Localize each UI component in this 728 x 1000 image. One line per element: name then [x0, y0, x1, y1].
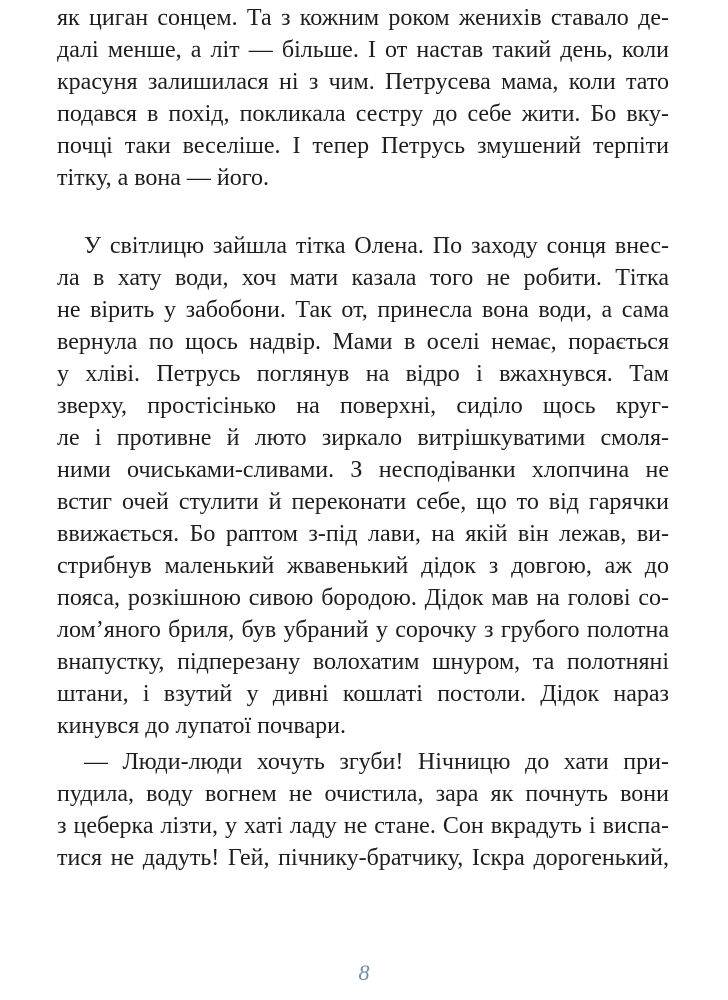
page-number: 8 [358, 960, 370, 985]
text-line: тітку, а вона — його. [57, 165, 269, 191]
text-line: вернула по щось надвір. Мами в оселі немає, порається [57, 329, 669, 355]
text-line: ними очиськами-сливами. З несподіванки хлопчина не [57, 457, 669, 483]
text-line: далі менше, а літ — більше. І от настав такий день, коли [57, 37, 669, 63]
text-line: стрибнув маленький жвавенький дідок з довгою, аж до [57, 553, 669, 579]
text-line: подався в похід, покликала сестру до себе жити. Бо вку- [57, 101, 669, 127]
text-line: ввижається. Бо раптом з-під лави, на якій він лежав, ви- [57, 521, 669, 547]
text-line: встиг очей стулити й переконати себе, що то від гарячки [57, 489, 669, 515]
text-line: тися не дадуть! Гей, пічнику-братчику, Іскра дорогенький, [57, 845, 669, 871]
text-line: У світлицю зайшла тітка Олена. По заходу сонця внес- [84, 233, 669, 259]
text-line: кинувся до лупатої почвари. [57, 713, 346, 739]
text-line: ле і противне й люто зиркало витрішкуватими смоля- [57, 425, 669, 451]
text-line: красуня залишилася ні з чим. Петрусева мама, коли тато [57, 69, 669, 95]
text-line: ла в хату води, хоч мати казала того не робити. Тітка [57, 265, 669, 291]
text-line: почці таки веселіше. І тепер Петрусь змушений терпіти [57, 133, 669, 159]
text-line: пудила, воду вогнем не очистила, зара як почнуть вони [57, 781, 669, 807]
text-line: пояса, розкішною сивою бородою. Дідок мав на голові со- [57, 585, 669, 611]
text-line: штани, і взутий у дивні кошлаті постоли. Дідок нараз [57, 681, 669, 707]
text-line: зверху, простісінько на поверхні, сиділо щось круг- [57, 393, 669, 419]
text-line: у хліві. Петрусь поглянув на відро і вжахнувся. Там [57, 361, 669, 387]
text-line: як циган сонцем. Та з кожним роком женихів ставало де- [57, 5, 669, 31]
text-line: не вірить у забобони. Так от, принесла вона води, а сама [57, 297, 669, 323]
text-line: лом’яного бриля, був убраний у сорочку з грубого полотна [57, 617, 669, 643]
text-line: — Люди-люди хочуть згуби! Нічницю до хати при- [84, 749, 669, 775]
text-line: з цеберка лізти, у хаті ладу не стане. Сон вкрадуть і виспа- [57, 813, 669, 839]
text-line: внапустку, підперезану волохатим шнуром, та полотняні [57, 649, 669, 675]
